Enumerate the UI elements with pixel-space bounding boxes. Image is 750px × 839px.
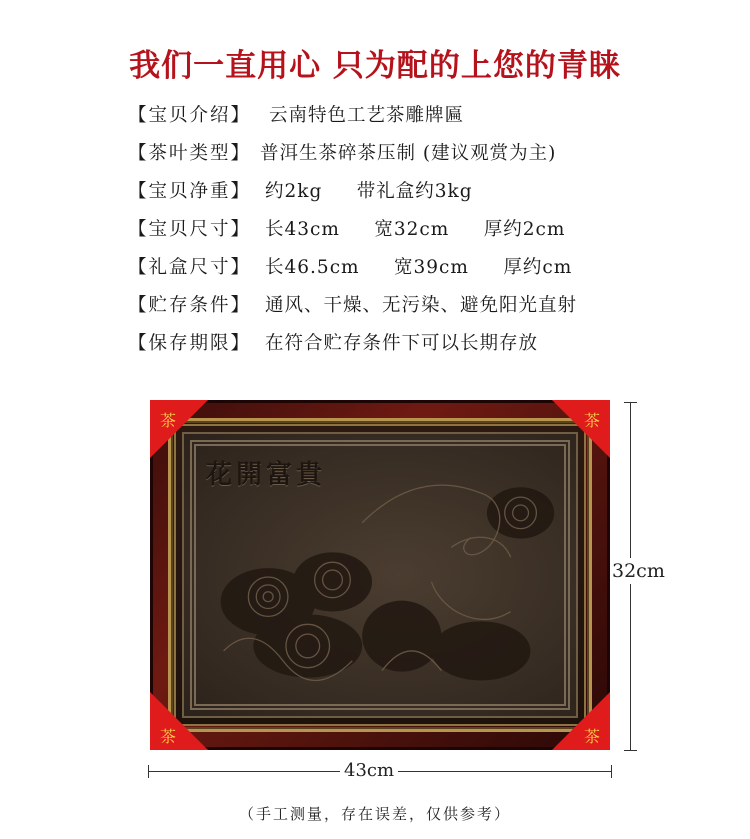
calligraphy-title: 花開富貴 xyxy=(206,460,327,490)
spec-key: 【宝贝尺寸】 xyxy=(128,219,252,240)
spec-key: 【茶叶类型】 xyxy=(128,143,252,164)
spec-row-tea-type xyxy=(128,133,688,171)
corner-protector-bottom-left xyxy=(150,692,208,750)
spec-row-storage xyxy=(128,285,688,323)
spec-key: 【保存期限】 xyxy=(128,333,252,354)
width-dimension-label: 43cm xyxy=(340,760,398,781)
measurement-note: （手工测量，存在误差，仅供参考） xyxy=(238,805,511,823)
corner-tag-text: 茶 xyxy=(584,411,601,430)
corner-tag-text: 茶 xyxy=(584,727,601,746)
corner-protector-bottom-right xyxy=(552,692,610,750)
spec-list xyxy=(128,95,688,361)
product-image xyxy=(150,400,610,750)
corner-protector-top-left xyxy=(150,400,208,458)
spec-key: 【宝贝介绍】 xyxy=(128,105,252,126)
spec-key: 【礼盒尺寸】 xyxy=(128,257,252,278)
spec-row-shelf-life xyxy=(128,323,688,361)
spec-value: 长46.5cm 宽39cm 厚约cm xyxy=(265,257,573,278)
corner-tag-text: 茶 xyxy=(160,411,177,430)
corner-tag-text: 茶 xyxy=(160,727,177,746)
spec-row-intro xyxy=(128,95,688,133)
spec-value: 通风、干燥、无污染、避免阳光直射 xyxy=(265,295,578,316)
spec-row-weight xyxy=(128,171,688,209)
spec-value: 普洱生茶碎茶压制 (建议观赏为主) xyxy=(260,143,557,164)
height-dimension-label: 32cm xyxy=(612,560,665,582)
spec-value: 长43cm 宽32cm 厚约2cm xyxy=(265,219,566,240)
spec-row-size xyxy=(128,209,688,247)
corner-protector-top-right xyxy=(552,400,610,458)
spec-key: 【贮存条件】 xyxy=(128,295,252,316)
spec-value: 云南特色工艺茶雕牌匾 xyxy=(269,105,465,126)
spec-row-box-size xyxy=(128,247,688,285)
headline: 我们一直用心 只为配的上您的青睐 xyxy=(129,48,621,84)
tea-carving-panel xyxy=(182,432,578,718)
spec-value: 约2kg 带礼盒约3kg xyxy=(265,181,473,202)
spec-value: 在符合贮存条件下可以长期存放 xyxy=(265,333,539,354)
spec-key: 【宝贝净重】 xyxy=(128,181,252,202)
